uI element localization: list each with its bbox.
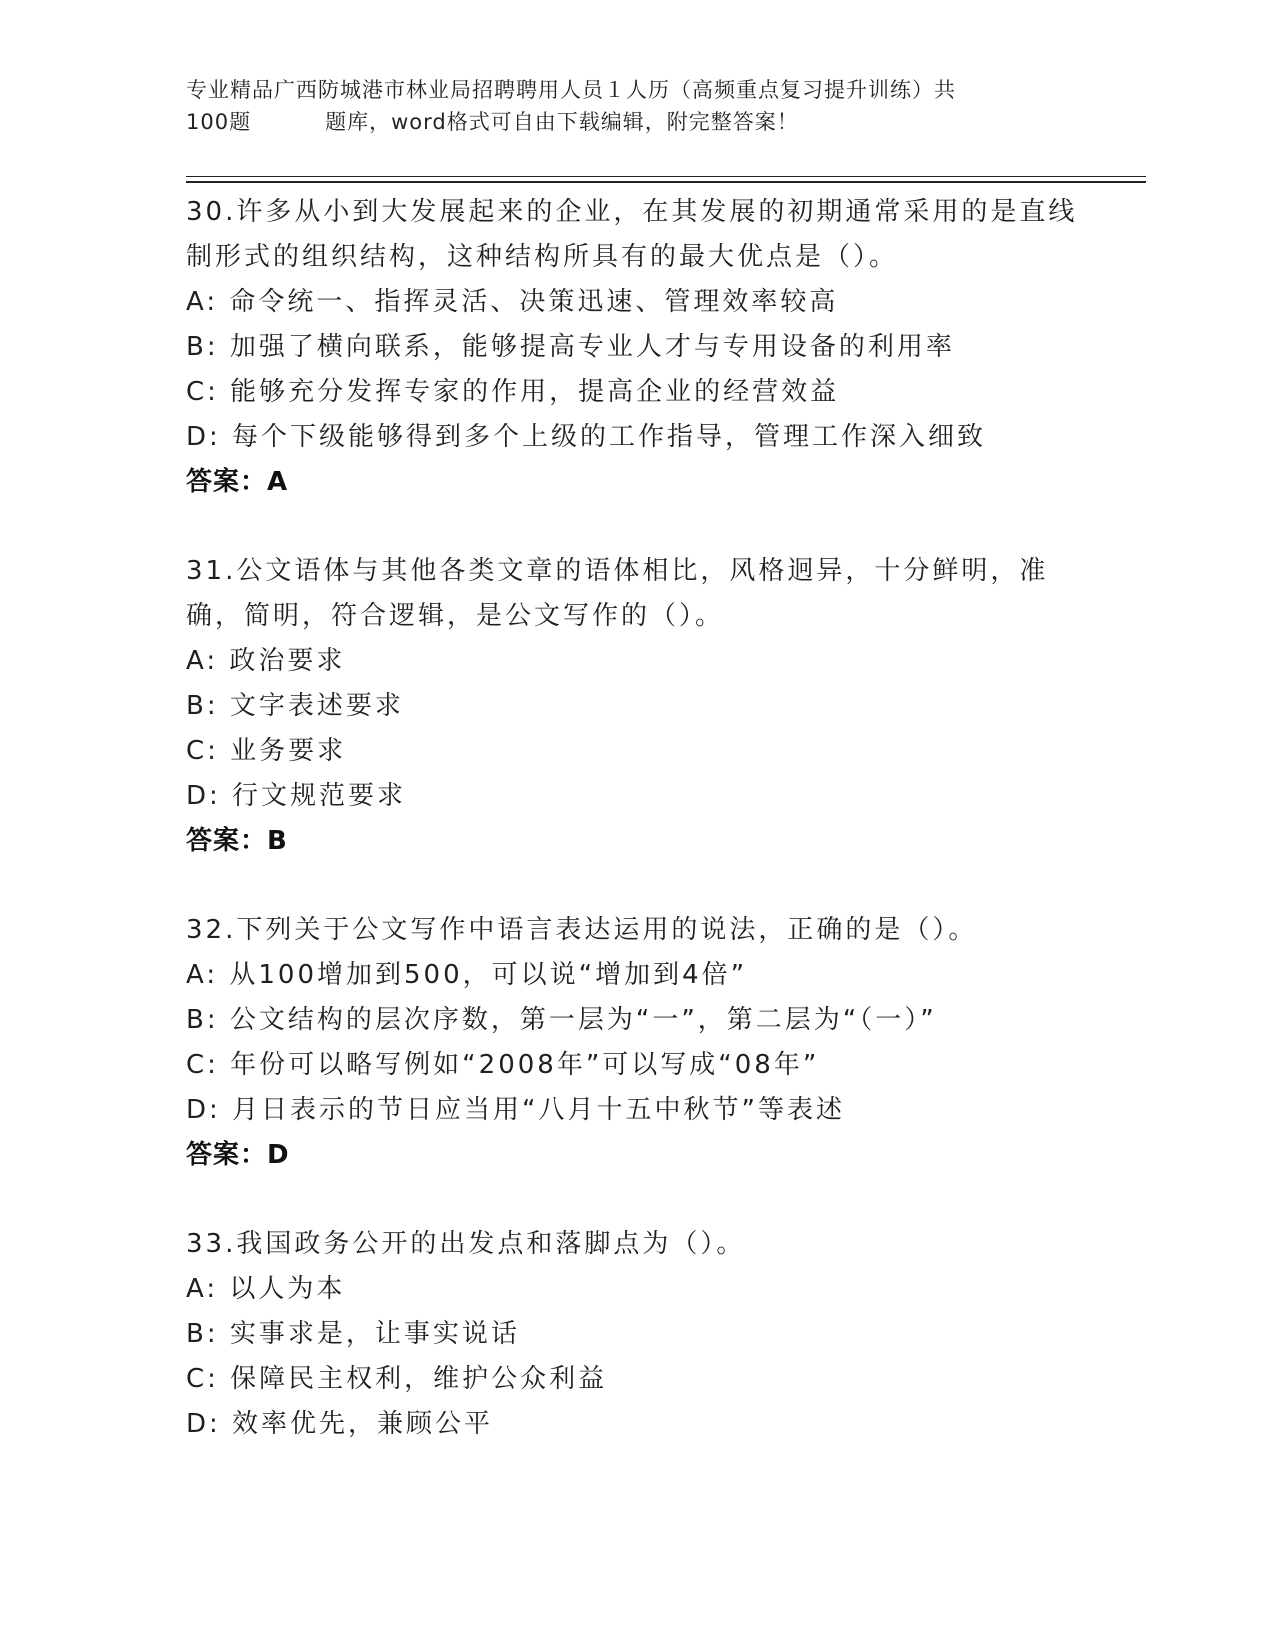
option-d: D: 行文规范要求 [186,781,407,811]
question-list [186,190,1106,1491]
option-b: B: 公文结构的层次序数，第一层为“一”，第二层为“（一）” [186,1005,937,1035]
option-b: B: 文字表述要求 [186,691,404,721]
question-text: 30.许多从小到大发展起来的企业，在其发展的初期通常采用的是直线制形式的组织结构，这种结构所具有的最大优点是（）。 [186,197,1078,272]
question-32 [186,908,1106,1178]
question-31 [186,549,1106,864]
question-text: 32.下列关于公文写作中语言表达运用的说法，正确的是（）。 [186,915,978,945]
question-33 [186,1222,1106,1447]
option-a: A: 从100增加到500，可以说“增加到4倍” [186,960,748,990]
option-d: D: 月日表示的节日应当用“八月十五中秋节”等表述 [186,1095,845,1125]
option-b: B: 实事求是，让事实说话 [186,1319,520,1349]
option-c: C: 保障民主权利，维护公众利益 [186,1364,608,1394]
option-a: A: 命令统一、指挥灵活、决策迅速、管理效率较高 [186,287,839,317]
option-a: A: 政治要求 [186,646,346,676]
option-b: B: 加强了横向联系，能够提高专业人才与专用设备的利用率 [186,332,955,362]
answer-label: 答案：B [186,826,288,856]
question-30 [186,190,1106,505]
header-question-count: 100题 [186,110,252,134]
option-a: A: 以人为本 [186,1274,346,1304]
question-text: 33.我国政务公开的出发点和落脚点为（）。 [186,1229,746,1259]
answer-label: 答案：A [186,467,289,497]
option-c: C: 业务要求 [186,736,347,766]
header-title-line1: 专业精品广西防城港市林业局招聘聘用人员１人历（高频重点复习提升训练）共 [186,78,956,102]
option-c: C: 年份可以略写例如“2008年”可以写成“08年” [186,1050,820,1080]
header-title-line2 [186,106,1086,138]
header-description: 题库，word格式可自由下载编辑，附完整答案！ [325,110,799,134]
question-text: 31.公文语体与其他各类文章的语体相比，风格迥异，十分鲜明，准确，简明，符合逻辑，是公文写作的（）。 [186,556,1049,631]
header-divider-thick [186,181,1146,183]
answer-label: 答案：D [186,1140,290,1170]
option-d: D: 效率优先，兼顾公平 [186,1409,494,1439]
header-divider-thin [186,176,1146,177]
option-d: D: 每个下级能够得到多个上级的工作指导，管理工作深入细致 [186,422,987,452]
option-c: C: 能够充分发挥专家的作用，提高企业的经营效益 [186,377,840,407]
document-header [186,74,1086,138]
